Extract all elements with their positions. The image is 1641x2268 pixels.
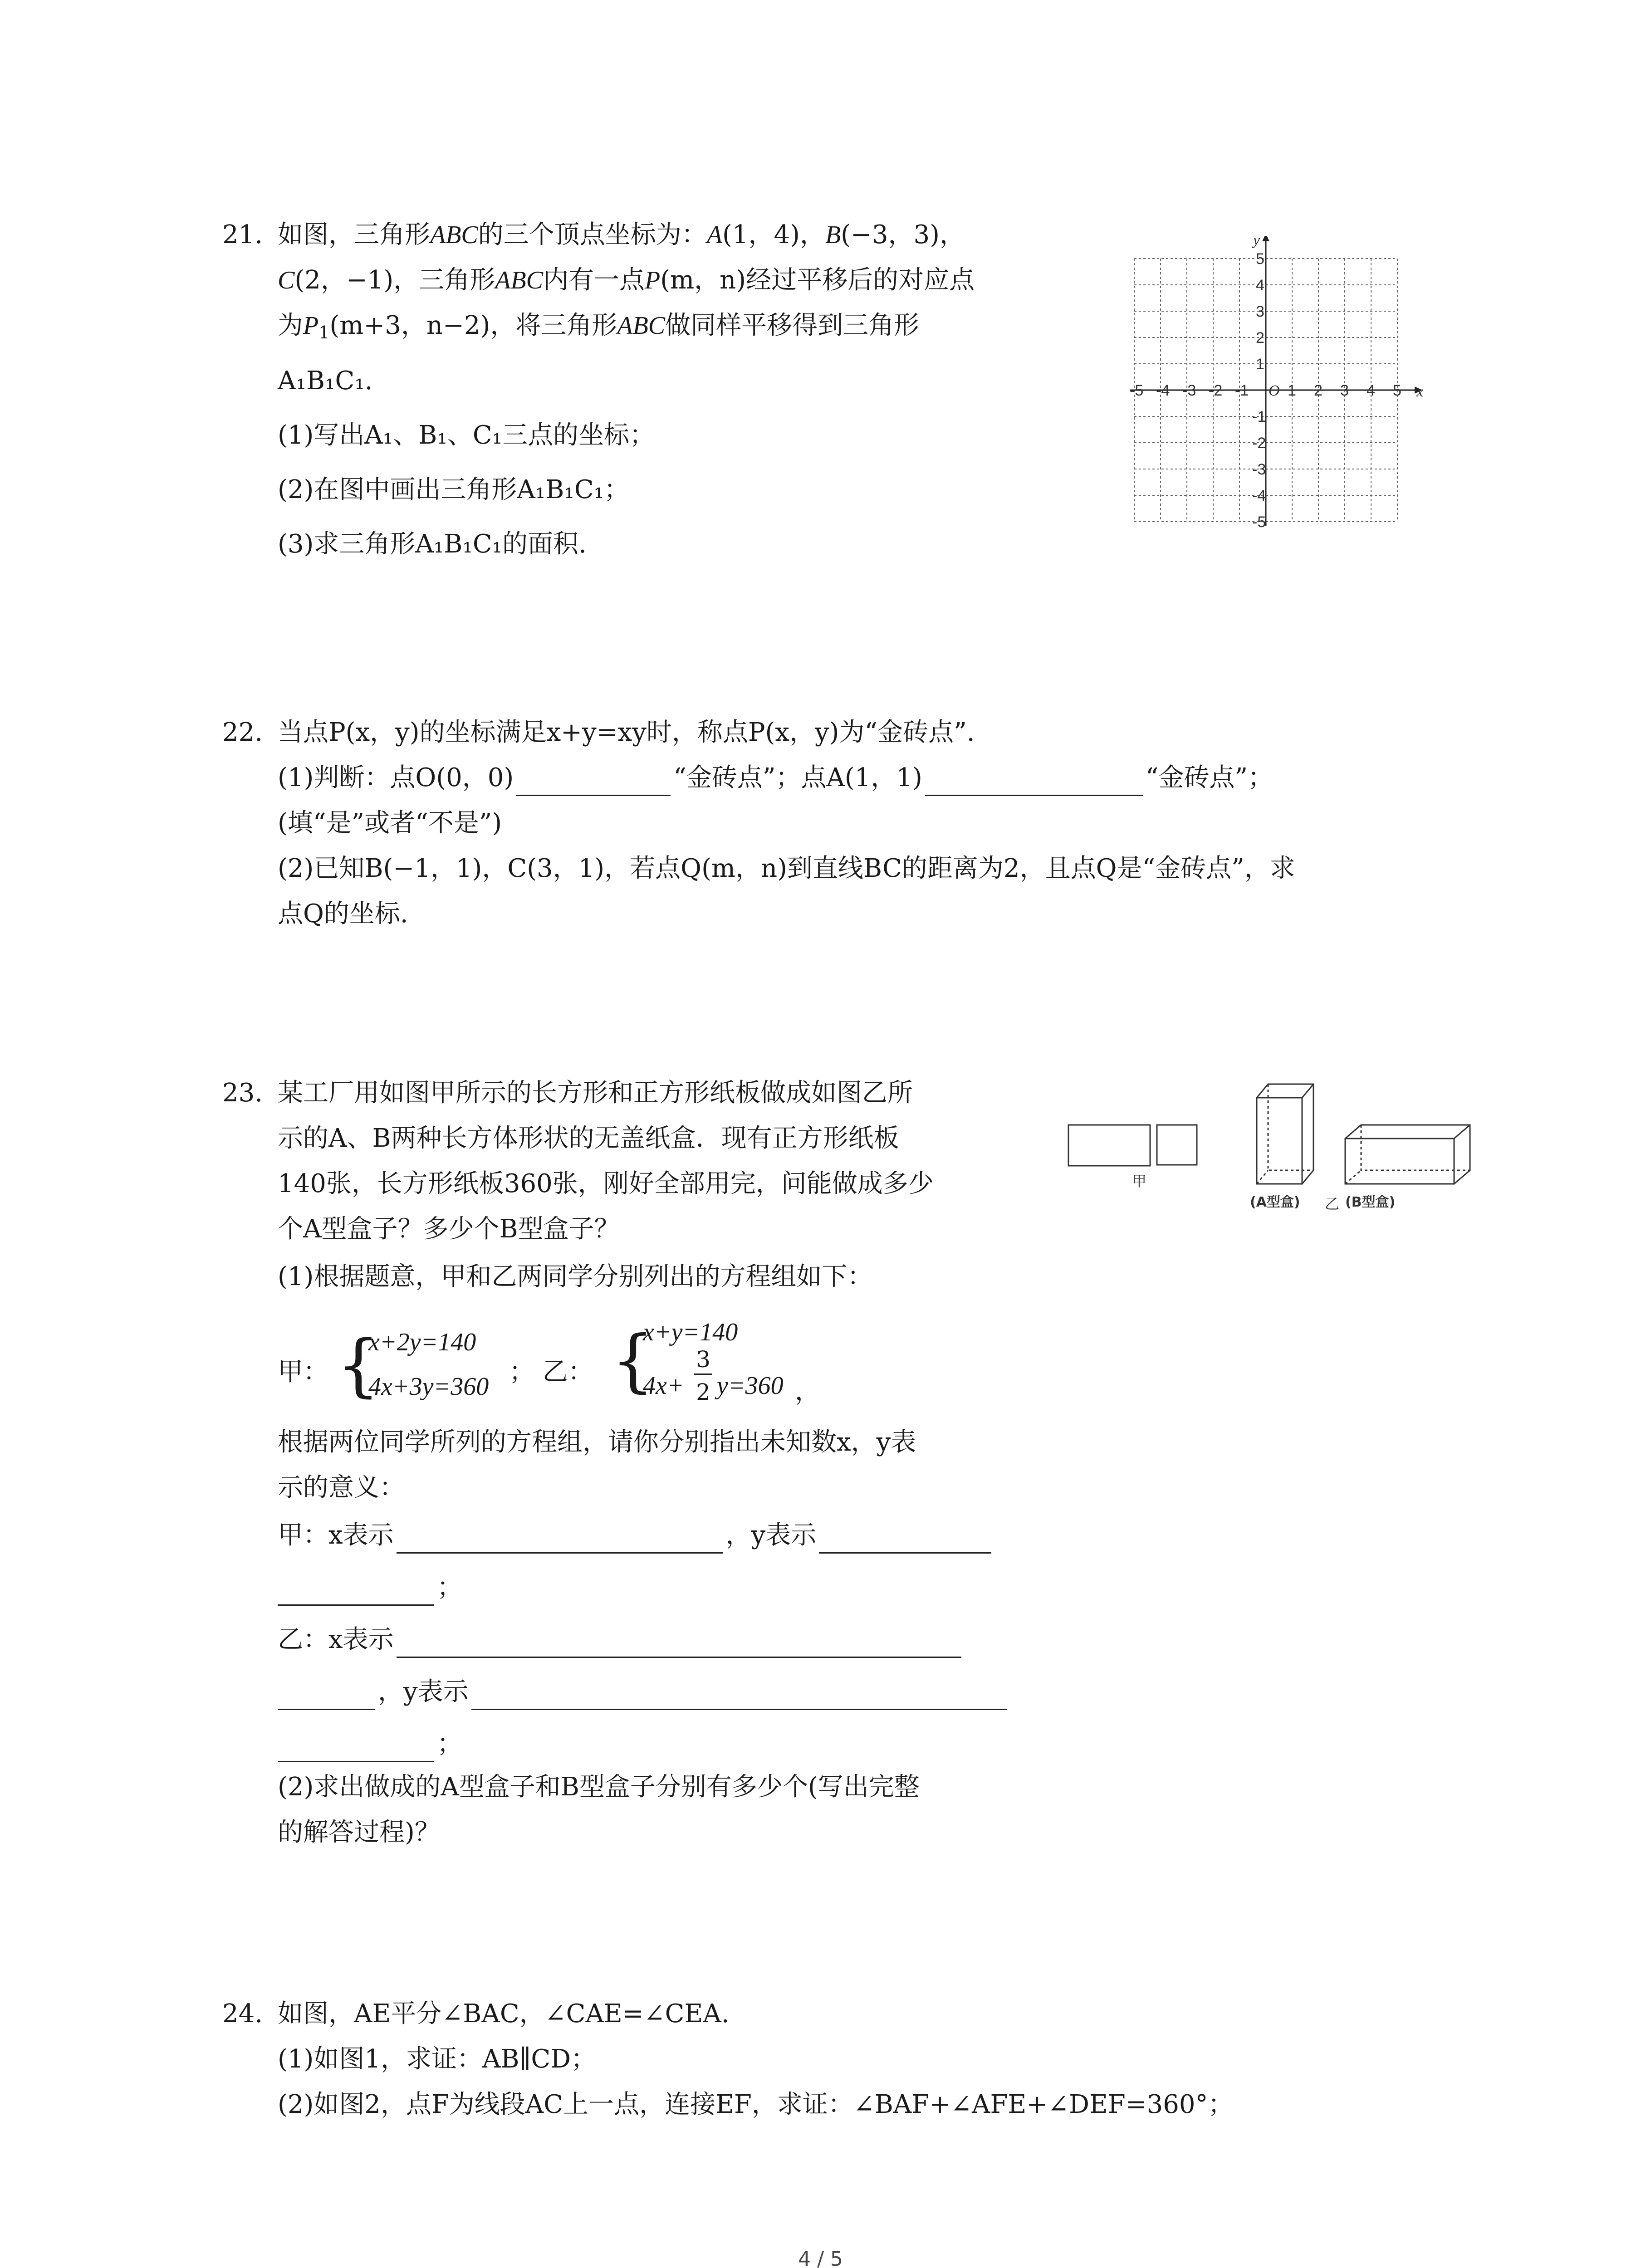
q21-line-2: C(2，−1)，三角形ABC内有一点P(m，n)经过平移后的对应点 xyxy=(278,265,975,295)
q21-line-3: 为$P_1(m+3$，n−2)，将三角形ABC做同样平移得到三角形 xyxy=(278,311,920,342)
yi-comma: ， xyxy=(795,1377,820,1406)
q23-line-2: 示的A、B两种长方体形状的无盖纸盒．现有正方形纸板 xyxy=(278,1124,899,1153)
fig-label-yi: 乙 xyxy=(1325,1195,1340,1212)
paper-box-figure xyxy=(1066,1075,1502,1225)
q23-equation-systems xyxy=(278,1318,1094,1427)
y-tick-label: -1 xyxy=(1252,408,1266,425)
x-tick-label: -1 xyxy=(1235,382,1249,399)
q23-line-5: (1)根据题意，甲和乙两同学分别列出的方程组如下： xyxy=(278,1262,873,1291)
jia-x-blank[interactable] xyxy=(397,1525,723,1554)
q23-line-10: 乙：x表示 xyxy=(278,1622,1469,1658)
q23-line-8: 甲：x表示 ，y表示 xyxy=(278,1517,1469,1554)
y-tick-label: 4 xyxy=(1256,277,1264,294)
q21-part-2: (2)在图中画出三角形A₁B₁C₁； xyxy=(278,475,630,504)
q23-line-9: ； xyxy=(278,1569,1469,1606)
y-tick-label: 5 xyxy=(1256,250,1264,268)
q23-number: 23. xyxy=(222,1078,263,1108)
yi-fraction: 3 2 xyxy=(694,1343,712,1411)
yi-x-blank-cont[interactable] xyxy=(278,1681,375,1710)
fig-label-A: (A型盒) xyxy=(1250,1194,1300,1210)
y-tick-label: -3 xyxy=(1252,461,1266,478)
q22-line-5: 点Q的坐标. xyxy=(278,899,408,929)
jia-label: 甲： xyxy=(278,1357,328,1387)
yi-eq2-b: y=360 xyxy=(717,1372,784,1400)
q22-line-4: (2)已知B(−1，1)，C(3，1)，若点Q(m，n)到直线BC的距离为2，且点Q是“金砖点”，求 xyxy=(278,854,1295,883)
q24-line-2: (1)如图1，求证：AB∥CD； xyxy=(278,2044,597,2074)
jia-y-blank-cont[interactable] xyxy=(278,1577,434,1606)
y-axis-arrow xyxy=(1262,236,1269,241)
q22-blank-1[interactable] xyxy=(516,767,671,796)
q21-part-3: (3)求三角形A₁B₁C₁的面积. xyxy=(278,529,587,559)
fig-label-jia: 甲 xyxy=(1132,1173,1147,1190)
q22-number: 22. xyxy=(222,718,263,747)
coordinate-grid-svg xyxy=(1130,236,1447,544)
x-tick-label: 1 xyxy=(1288,382,1296,399)
q22-blank-2[interactable] xyxy=(925,767,1143,796)
q21-line-4: A₁B₁C₁. xyxy=(278,366,373,396)
q23-line-14: 的解答过程)？ xyxy=(278,1818,440,1847)
jia-eq2: 4x+3y=360 xyxy=(368,1373,489,1401)
yi-eq1: x+y=140 xyxy=(643,1318,738,1346)
q23-line-13: (2)求出做成的A型盒子和B型盒子分别有多少个(写出完整 xyxy=(278,1772,920,1802)
q23-line-7: 示的意义： xyxy=(278,1473,405,1502)
q23-line-4: 个A型盒子？多少个B型盒子？ xyxy=(278,1214,620,1244)
y-tick-label: 1 xyxy=(1256,356,1264,373)
jia-brace: { xyxy=(337,1326,380,1405)
q22-line-1: 当点P(x，y)的坐标满足x+y=xy时，称点P(x，y)为“金砖点”. xyxy=(278,718,975,747)
paper-box-svg xyxy=(1066,1075,1502,1225)
q24-number: 24. xyxy=(222,1999,263,2028)
page-number: 4 / 5 xyxy=(798,2248,843,2268)
q21-part-1: (1)写出A₁、B₁、C₁三点的坐标； xyxy=(278,420,655,450)
x-tick-label: -5 xyxy=(1130,382,1144,399)
q22-line-2: (1)判断：点O(0，0) “金砖点”；点A(1，1) “金砖点”； xyxy=(278,760,1469,796)
q22-line-3: (填“是”或者“不是”) xyxy=(278,808,502,838)
q21-number: 21. xyxy=(222,220,263,249)
q23-line-1: 某工厂用如图甲所示的长方形和正方形纸板做成如图乙所 xyxy=(278,1078,913,1108)
x-tick-label: -3 xyxy=(1182,382,1196,399)
y-tick-label: -5 xyxy=(1252,513,1266,531)
x-tick-label: 4 xyxy=(1367,382,1375,399)
yi-y-blank-cont[interactable] xyxy=(278,1734,434,1762)
separator: ； 乙： xyxy=(509,1357,593,1387)
q21-line-1: 如图，三角形ABC的三个顶点坐标为：A(1，4)，B(−3，3)， xyxy=(278,220,965,249)
coordinate-grid-figure xyxy=(1130,236,1447,544)
x-tick-label: -4 xyxy=(1156,382,1170,399)
y-axis-label: y xyxy=(1253,236,1260,249)
x-tick-label: 3 xyxy=(1340,382,1349,399)
q24-line-3: (2)如图2，点F为线段AC上一点，连接EF，求证：∠BAF+∠AFE+∠DEF=360°； xyxy=(278,2090,1234,2119)
origin-label: O xyxy=(1269,382,1280,399)
yi-y-blank[interactable] xyxy=(471,1681,1007,1710)
y-tick-label: 3 xyxy=(1256,303,1264,320)
x-axis-label: x xyxy=(1416,383,1424,400)
x-tick-label: 2 xyxy=(1314,382,1323,399)
yi-x-blank[interactable] xyxy=(397,1629,961,1658)
fig-label-B: (B型盒) xyxy=(1345,1194,1396,1210)
x-tick-label: 5 xyxy=(1393,382,1401,399)
y-tick-label: -4 xyxy=(1252,487,1266,504)
q23-line-3: 140张，长方形纸板360张，刚好全部用完，问能做成多少 xyxy=(278,1169,934,1198)
jia-eq1: x+2y=140 xyxy=(368,1328,476,1356)
jia-y-blank[interactable] xyxy=(819,1525,991,1554)
y-tick-label: 2 xyxy=(1256,329,1264,347)
yi-eq2-a: 4x+ xyxy=(643,1372,684,1400)
q23-line-12: ； xyxy=(278,1726,1469,1762)
q24-line-1: 如图，AE平分∠BAC，∠CAE=∠CEA. xyxy=(278,1999,730,2028)
q23-line-6: 根据两位同学所列的方程组，请你分别指出未知数x，y表 xyxy=(278,1427,916,1457)
q23-line-11: ，y表示 xyxy=(278,1674,1469,1710)
x-tick-label: -2 xyxy=(1209,382,1223,399)
y-tick-label: -2 xyxy=(1252,435,1266,452)
yi-brace: { xyxy=(611,1321,655,1400)
